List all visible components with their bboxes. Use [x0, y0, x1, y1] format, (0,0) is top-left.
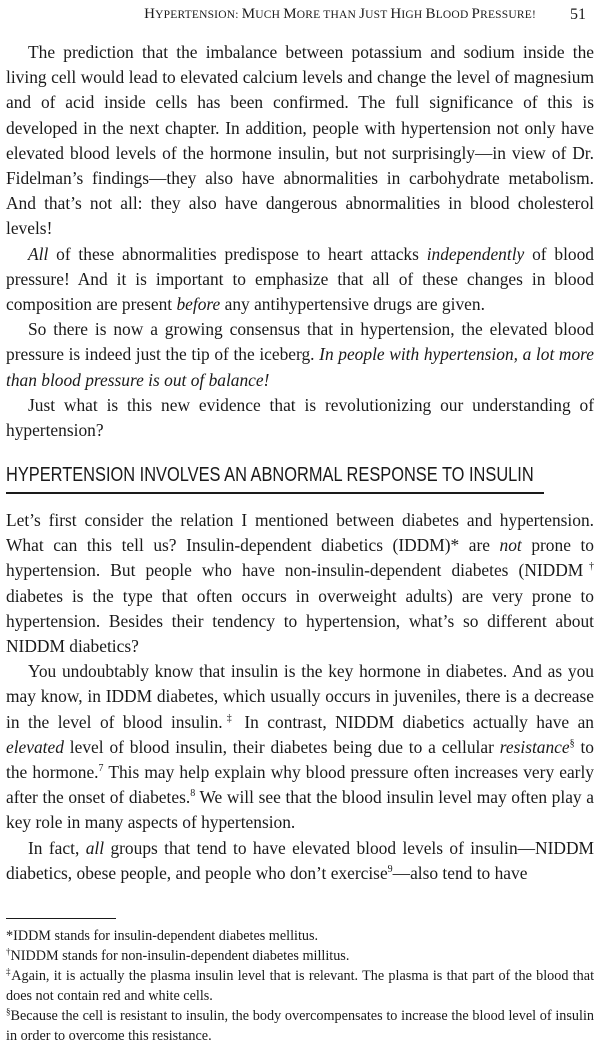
- paragraph: [6, 40, 594, 242]
- emphasis-text: all: [85, 837, 105, 858]
- running-head-cap: M: [241, 6, 256, 22]
- text-run: *IDDM stands for insulin-dependent diabetes mellitus.: [6, 928, 319, 944]
- text-run: So there is now a growing consensus that in hypertension, the elevated blood pressure is indeed just the tip of the iceberg.: [6, 319, 594, 365]
- footnote-marker: ‡: [222, 712, 236, 724]
- footnote: [6, 1006, 594, 1046]
- text-run: Let’s first consider the relation I mentioned between diabetes and hypertension. What can this tell us? Insulin-dependent diabetics (IDDM)* are: [6, 510, 594, 556]
- text-run: The prediction that the imbalance between potassium and sodium inside the living cell would lead to elevated calcium levels and change the level of magnesium and of acid inside cells has been confirmed. The full significance of this is developed in the next chapter. In addition, people with hypertension not only have elevated blood levels of the hormone insulin, but not surprisingly—in view of Dr. Fidelman’s findings—they also have abnormalities in carbohydrate metabolism. And that’s not all: they also have dangerous abnormalities in blood cholesterol levels!: [6, 42, 594, 239]
- section-heading-rule: [6, 492, 544, 494]
- running-head-cap: B: [425, 6, 436, 22]
- footnote-rule: [6, 918, 116, 919]
- text-run: You undoubtably know that insulin is the key hormone in diabetes. And as you may know, in IDDM diabetes, which usually occurs in juveniles, there is a decrease in the level of blood insulin.: [6, 661, 594, 732]
- paragraph: [6, 836, 594, 886]
- footnote-marker: ‡: [6, 966, 12, 977]
- footnote-marker: 7: [98, 763, 104, 775]
- footnote-marker: †: [6, 946, 11, 957]
- running-head-smallcaps: LOOD: [435, 9, 472, 21]
- text-run: of blood pressure! And it is important to emphasize that all of these changes in blood composition are present: [6, 243, 594, 315]
- running-head-smallcaps: UCH: [255, 9, 284, 21]
- text-run: In fact,: [28, 837, 86, 858]
- running-head-smallcaps: ORE THAN: [296, 9, 360, 21]
- text-run: We will see that the blood insulin level may often play a key role in many aspects of hypertension.: [6, 787, 594, 833]
- running-head-smallcaps: IGH: [401, 9, 426, 21]
- text-run: of these abnormalities predispose to heart attacks: [48, 243, 427, 264]
- page-number: 51: [570, 6, 586, 23]
- footnote-marker: 9: [387, 864, 393, 876]
- emphasis-text: In people with hypertension, a lot more than blood pressure is out of balance!: [6, 344, 595, 390]
- emphasis-text: All: [28, 243, 49, 264]
- text-run: diabetes is the type that often occurs in overweight adults) are very prone to hypertension. Besides their tendency to hypertension, what’s so different about NIDDM diabetics?: [6, 585, 594, 657]
- text-run: NIDDM stands for non-insulin-dependent diabetes millitus.: [10, 948, 350, 964]
- emphasis-text: elevated: [6, 736, 64, 757]
- text-run: groups that tend to have elevated blood levels of insulin—NIDDM diabetics, obese people, and people who don’t exercise: [6, 837, 594, 883]
- paragraph: [6, 393, 594, 443]
- paragraph: [6, 242, 594, 318]
- section-heading: HYPERTENSION INVOLVES AN ABNORMAL RESPONSE TO INSULIN: [6, 464, 534, 486]
- emphasis-text: not: [499, 535, 522, 556]
- emphasis-text: independently: [426, 243, 525, 264]
- footnote: [6, 966, 594, 1006]
- footnote-marker: §: [6, 1006, 11, 1017]
- text-run: This may help explain why blood pressure often increases very early after the onset of diabetes.: [6, 762, 595, 808]
- running-head-cap: J: [359, 6, 366, 22]
- footnote: [6, 946, 594, 966]
- footnote-marker: §: [569, 738, 575, 750]
- text-run: In contrast, NIDDM diabetics actually have an: [235, 711, 595, 732]
- emphasis-text: resistance: [499, 736, 570, 757]
- running-head-cap: M: [283, 6, 297, 22]
- paragraph: [6, 659, 594, 835]
- footnote-marker: †: [583, 561, 594, 573]
- running-head-cap: H: [144, 6, 156, 22]
- text-run: Again, it is actually the plasma insulin level that is relevant. The plasma is that part of the blood that does not contain red and white cells.: [6, 968, 595, 1004]
- text-run: Just what is this new evidence that is revolutionizing our understanding of hypertension?: [6, 394, 594, 441]
- running-head-smallcaps: RESSURE!: [480, 9, 536, 21]
- running-head-cap: H: [390, 6, 402, 22]
- paragraph: [6, 508, 594, 659]
- running-head-title: [144, 6, 536, 23]
- footnote: [6, 926, 594, 946]
- text-run: Because the cell is resistant to insulin, the body overcompensates to increase the blood level of insulin in order to overcome this resistance.: [6, 1008, 594, 1044]
- running-head-smallcaps: YPERTENSION:: [155, 9, 242, 21]
- running-head-cap: P: [471, 6, 481, 22]
- emphasis-text: before: [176, 294, 221, 315]
- text-run: level of blood insulin, their diabetes being due to a cellular: [63, 736, 500, 757]
- text-run: to the hormone.: [6, 736, 595, 783]
- text-run: —also tend to have: [392, 862, 528, 883]
- footnote-marker: 8: [190, 788, 196, 800]
- running-head: [140, 6, 594, 30]
- paragraph: [6, 317, 594, 393]
- body-text-bottom: [6, 508, 594, 886]
- footnotes: [6, 926, 594, 1046]
- text-run: any antihypertensive drugs are given.: [220, 294, 485, 315]
- body-text-top: [6, 40, 594, 443]
- running-head-smallcaps: UST: [365, 9, 391, 21]
- text-run: prone to hypertension. But people who have non-insulin-dependent diabetes (NIDDM: [6, 535, 594, 581]
